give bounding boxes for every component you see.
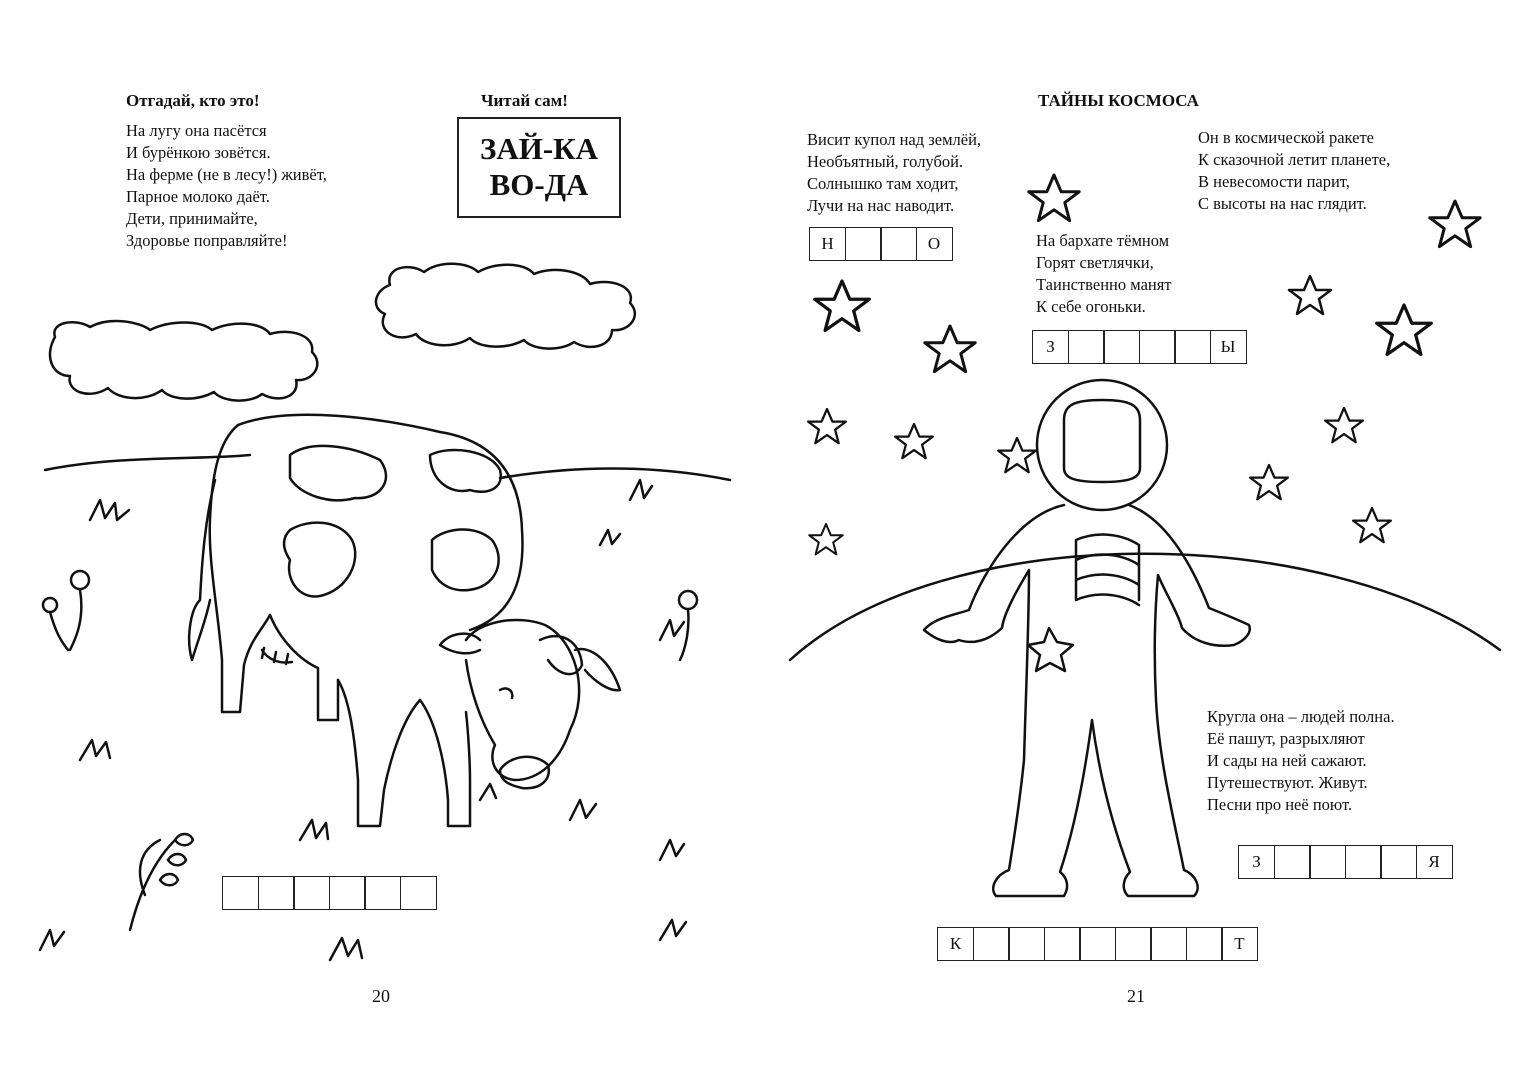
- star-icon: [1353, 508, 1391, 542]
- page-title: ТАЙНЫ КОСМОСА: [1038, 91, 1199, 110]
- answer-cell[interactable]: Ы: [1210, 330, 1247, 364]
- answer-cell[interactable]: [400, 876, 437, 910]
- answer-cell[interactable]: К: [937, 927, 974, 961]
- answer-cell[interactable]: [1079, 927, 1116, 961]
- page-number: 21: [1127, 986, 1145, 1006]
- answer-cell[interactable]: [293, 876, 330, 910]
- answer-cell[interactable]: [1309, 845, 1346, 879]
- answer-cell[interactable]: [845, 227, 882, 261]
- answer-cell[interactable]: [1008, 927, 1045, 961]
- page-number: 20: [372, 986, 390, 1006]
- riddle-line: Висит купол над землёй,: [807, 130, 982, 149]
- answer-cell[interactable]: [1139, 330, 1176, 364]
- riddle-line: Горят светлячки,: [1036, 253, 1154, 272]
- cosmonaut-riddle: [1198, 127, 1390, 215]
- riddle-line: На ферме (не в лесу!) живёт,: [126, 165, 327, 184]
- star-icon: [1289, 276, 1331, 314]
- riddle-line: Таинственно манят: [1036, 275, 1172, 294]
- star-icon: [1377, 305, 1432, 354]
- answer-cell[interactable]: [1150, 927, 1187, 961]
- answer-cell[interactable]: [1068, 330, 1105, 364]
- answer-cell[interactable]: З: [1032, 330, 1069, 364]
- cosmonaut-answer-grid: [937, 927, 1257, 961]
- star-icon: [895, 424, 933, 458]
- earth-answer-grid: [1238, 845, 1451, 879]
- star-icon: [808, 409, 846, 443]
- riddle-line: На бархате тёмном: [1036, 231, 1170, 250]
- answer-cell[interactable]: [258, 876, 295, 910]
- answer-cell[interactable]: [364, 876, 401, 910]
- answer-cell[interactable]: [329, 876, 366, 910]
- riddle-line: Здоровье поправляйте!: [126, 231, 288, 250]
- earth-riddle: [1207, 706, 1395, 816]
- riddle-line: И бурёнкою зовётся.: [126, 143, 271, 162]
- answer-cell[interactable]: [973, 927, 1010, 961]
- star-icon: [1325, 408, 1363, 442]
- answer-cell[interactable]: [880, 227, 917, 261]
- star-icon: [809, 524, 843, 554]
- read-word: ВО-ДА: [489, 167, 589, 202]
- riddle-line: С высоты на нас глядит.: [1198, 194, 1367, 213]
- riddle-line: К сказочной летит планете,: [1198, 150, 1391, 169]
- right-page: [764, 0, 1527, 1080]
- riddle-line: Он в космической ракете: [1198, 128, 1374, 147]
- riddle-title: Отгадай, кто это!: [126, 91, 260, 110]
- answer-cell[interactable]: [1103, 330, 1140, 364]
- answer-cell[interactable]: [1345, 845, 1382, 879]
- riddle-line: Кругла она – людей полна.: [1207, 707, 1395, 726]
- answer-cell[interactable]: [222, 876, 259, 910]
- star-icon: [1250, 465, 1288, 499]
- answer-cell[interactable]: [1380, 845, 1417, 879]
- read-box: [457, 117, 621, 218]
- stars-answer-grid: [1032, 330, 1245, 364]
- sky-riddle: [807, 129, 981, 217]
- riddle-line: Необъятный, голубой.: [807, 152, 964, 171]
- riddle-line: Её пашут, разрыхляют: [1207, 729, 1365, 748]
- cow-answer-grid: [222, 876, 435, 910]
- riddle-line: Дети, принимайте,: [126, 209, 258, 228]
- answer-cell[interactable]: [1174, 330, 1211, 364]
- stars-riddle: [1036, 230, 1172, 318]
- riddle-line: На лугу она пасётся: [126, 121, 267, 140]
- star-icon: [998, 438, 1036, 472]
- star-icon: [1029, 175, 1079, 221]
- answer-cell[interactable]: О: [916, 227, 953, 261]
- riddle-line: К себе огоньки.: [1036, 297, 1146, 316]
- riddle-line: Песни про неё поют.: [1207, 795, 1353, 814]
- answer-cell[interactable]: Я: [1416, 845, 1453, 879]
- read-title: Читай сам!: [481, 91, 568, 110]
- answer-cell[interactable]: Т: [1221, 927, 1258, 961]
- left-page: [0, 0, 763, 1080]
- sky-answer-grid: [809, 227, 951, 261]
- answer-cell[interactable]: [1115, 927, 1152, 961]
- answer-cell[interactable]: [1044, 927, 1081, 961]
- star-icon: [815, 281, 870, 330]
- riddle-line: Солнышко там ходит,: [807, 174, 959, 193]
- riddle-line: И сады на ней сажают.: [1207, 751, 1367, 770]
- riddle-line: В невесомости парит,: [1198, 172, 1350, 191]
- star-icon: [925, 326, 975, 372]
- answer-cell[interactable]: З: [1238, 845, 1275, 879]
- riddle-line: Путешествуют. Живут.: [1207, 773, 1368, 792]
- star-icon: [1430, 201, 1480, 247]
- answer-cell[interactable]: [1186, 927, 1223, 961]
- answer-cell[interactable]: Н: [809, 227, 846, 261]
- riddle-line: Лучи на нас наводит.: [807, 196, 955, 215]
- read-word: ЗАЙ-КА: [479, 131, 599, 166]
- cow-riddle: [126, 120, 327, 252]
- answer-cell[interactable]: [1274, 845, 1311, 879]
- riddle-line: Парное молоко даёт.: [126, 187, 270, 206]
- cow-grazing-icon: [0, 0, 763, 1080]
